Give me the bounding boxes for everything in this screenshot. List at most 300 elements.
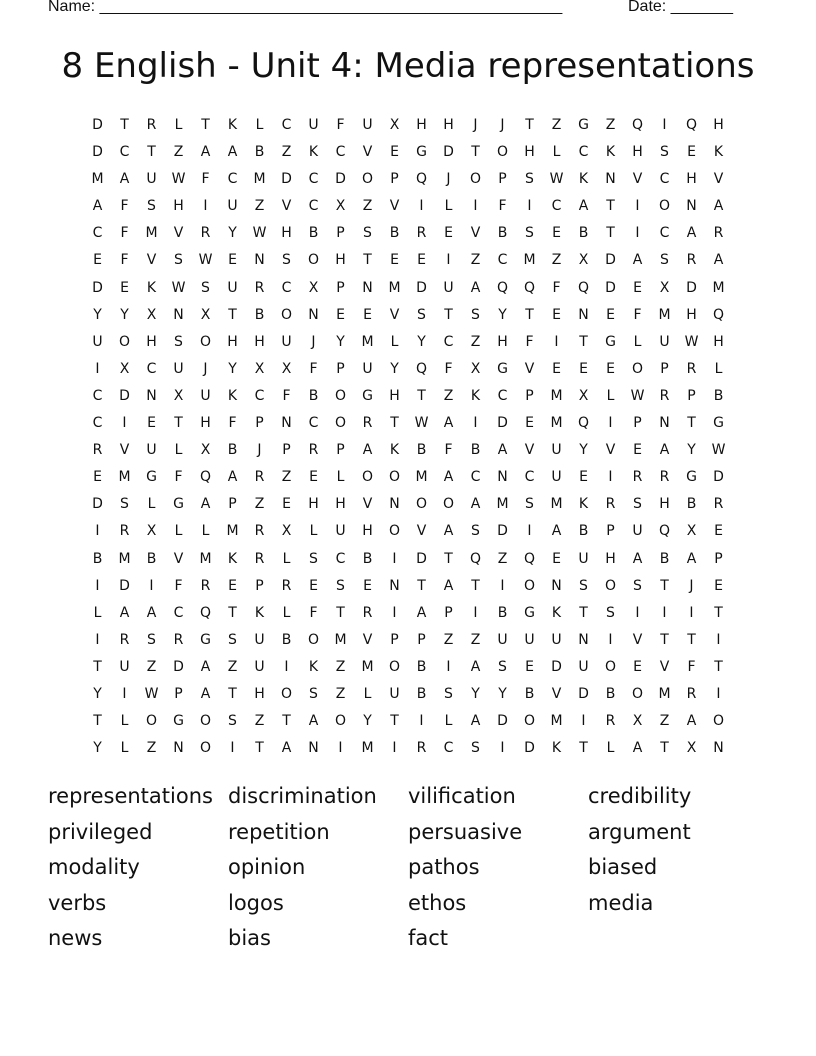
grid-letter: R: [281, 577, 292, 594]
grid-letter: Z: [281, 469, 292, 486]
grid-letter: F: [120, 252, 129, 269]
grid-letter: L: [363, 685, 372, 702]
grid-letter: B: [416, 658, 427, 675]
grid-letter: A: [632, 252, 643, 269]
grid-letter: E: [714, 523, 723, 540]
grid-letter: U: [146, 171, 157, 188]
grid-letter: T: [714, 658, 723, 675]
grid-letter: X: [389, 117, 400, 133]
grid-letter: E: [633, 658, 642, 675]
grid-letter: O: [631, 685, 644, 702]
grid-letter: M: [415, 469, 428, 486]
grid-letter: I: [95, 631, 100, 648]
word-bank-item: biased: [588, 855, 658, 879]
grid-letter: K: [713, 144, 724, 161]
grid-letter: D: [416, 279, 427, 296]
grid-letter: H: [389, 387, 400, 404]
grid-letter: U: [254, 658, 265, 675]
grid-letter: D: [497, 523, 508, 540]
grid-letter: M: [550, 496, 563, 513]
grid-letter: V: [362, 144, 373, 161]
grid-letter: V: [632, 631, 643, 648]
grid-letter: R: [362, 415, 373, 432]
grid-letter: O: [280, 685, 293, 702]
grid-letter: I: [392, 740, 397, 757]
grid-letter: T: [390, 713, 399, 730]
grid-letter: X: [146, 523, 157, 540]
grid-letter: C: [497, 387, 508, 404]
grid-letter: H: [227, 333, 238, 350]
name-field-label: Name: ____________________________________________________: [48, 0, 563, 15]
grid-letter: R: [659, 469, 670, 486]
grid-letter: R: [632, 469, 643, 486]
grid-letter: I: [500, 740, 505, 757]
grid-letter: P: [336, 279, 345, 296]
grid-letter: Z: [146, 740, 157, 757]
grid-letter: Q: [685, 117, 698, 133]
grid-letter: M: [658, 306, 671, 323]
grid-letter: N: [686, 198, 697, 215]
grid-letter: T: [228, 685, 237, 702]
grid-letter: Y: [228, 225, 237, 242]
grid-letter: S: [606, 604, 615, 621]
grid-letter: V: [173, 550, 184, 567]
grid-letter: C: [308, 171, 319, 188]
grid-letter: F: [525, 333, 534, 350]
grid-letter: S: [498, 658, 507, 675]
grid-letter: C: [92, 415, 103, 432]
grid-letter: R: [200, 577, 211, 594]
grid-letter: M: [361, 658, 374, 675]
grid-letter: J: [473, 117, 478, 133]
grid-letter: E: [552, 550, 561, 567]
grid-letter: A: [200, 658, 211, 675]
grid-letter: Q: [199, 469, 212, 486]
grid-letter: R: [713, 225, 724, 242]
grid-letter: N: [173, 740, 184, 757]
grid-row: [84, 491, 732, 518]
word-bank-item: fact: [408, 926, 449, 950]
grid-letter: L: [174, 523, 183, 540]
grid-letter: P: [255, 415, 264, 432]
grid-row: [84, 735, 732, 762]
grid-letter: A: [281, 740, 292, 757]
grid-letter: M: [145, 225, 158, 242]
grid-letter: C: [308, 415, 319, 432]
grid-letter: R: [92, 442, 103, 459]
grid-letter: B: [254, 306, 265, 323]
grid-letter: U: [551, 469, 562, 486]
grid-letter: X: [578, 252, 589, 269]
grid-letter: O: [604, 658, 617, 675]
grid-letter: G: [173, 713, 184, 730]
grid-letter: I: [95, 523, 100, 540]
grid-letter: A: [632, 550, 643, 567]
grid-letter: A: [470, 713, 481, 730]
grid-letter: C: [470, 469, 481, 486]
grid-letter: G: [497, 360, 508, 377]
grid-letter: R: [605, 713, 616, 730]
grid-letter: A: [119, 604, 130, 621]
grid-letter: C: [443, 333, 454, 350]
grid-letter: R: [713, 496, 724, 513]
grid-letter: L: [255, 117, 264, 133]
grid-letter: H: [443, 117, 454, 133]
grid-letter: S: [633, 577, 642, 594]
grid-letter: W: [414, 415, 429, 432]
grid-letter: P: [336, 360, 345, 377]
grid-row: [84, 437, 732, 464]
grid-letter: B: [362, 550, 373, 567]
grid-row: [84, 220, 732, 247]
grid-letter: C: [497, 252, 508, 269]
grid-letter: A: [227, 469, 238, 486]
grid-letter: Z: [470, 631, 481, 648]
grid-letter: U: [173, 360, 184, 377]
grid-letter: F: [444, 442, 453, 459]
grid-letter: A: [470, 279, 481, 296]
grid-letter: S: [660, 144, 669, 161]
grid-letter: L: [282, 604, 291, 621]
grid-letter: V: [119, 442, 130, 459]
grid-letter: T: [471, 144, 480, 161]
grid-letter: T: [255, 740, 264, 757]
grid-letter: C: [578, 144, 589, 161]
grid-letter: I: [716, 631, 721, 648]
grid-letter: B: [416, 442, 427, 459]
grid-letter: L: [633, 333, 642, 350]
grid-letter: V: [362, 631, 373, 648]
grid-letter: T: [174, 415, 183, 432]
grid-letter: S: [444, 685, 453, 702]
grid-letter: O: [334, 713, 347, 730]
grid-letter: E: [417, 252, 426, 269]
grid-letter: T: [660, 577, 669, 594]
grid-letter: H: [254, 685, 265, 702]
grid-letter: B: [713, 387, 724, 404]
grid-letter: K: [308, 144, 319, 161]
grid-letter: B: [308, 387, 319, 404]
grid-letter: U: [281, 333, 292, 350]
grid-letter: D: [92, 144, 103, 161]
grid-letter: S: [471, 306, 480, 323]
grid-letter: O: [361, 469, 374, 486]
grid-row: [84, 302, 732, 329]
grid-letter: V: [470, 225, 481, 242]
grid-letter: W: [171, 279, 186, 296]
grid-letter: B: [605, 685, 616, 702]
grid-letter: L: [120, 713, 129, 730]
grid-letter: S: [228, 631, 237, 648]
grid-letter: S: [525, 171, 534, 188]
grid-row: [84, 600, 732, 627]
grid-letter: R: [362, 604, 373, 621]
grid-letter: E: [309, 577, 318, 594]
grid-letter: O: [307, 631, 320, 648]
grid-letter: Y: [471, 685, 480, 702]
grid-letter: P: [390, 631, 399, 648]
grid-letter: R: [200, 225, 211, 242]
grid-letter: V: [281, 198, 292, 215]
grid-letter: Z: [173, 144, 184, 161]
grid-letter: Y: [579, 442, 588, 459]
grid-letter: C: [659, 225, 670, 242]
grid-letter: N: [497, 469, 508, 486]
grid-letter: E: [552, 225, 561, 242]
grid-letter: T: [147, 144, 156, 161]
word-bank-item: persuasive: [408, 819, 523, 844]
grid-letter: Z: [254, 198, 265, 215]
grid-row: [84, 410, 732, 437]
grid-letter: G: [146, 469, 157, 486]
grid-letter: E: [525, 658, 534, 675]
grid-letter: A: [551, 523, 562, 540]
grid-letter: Y: [498, 306, 507, 323]
grid-letter: F: [552, 279, 561, 296]
grid-letter: E: [606, 360, 615, 377]
grid-letter: Z: [362, 198, 373, 215]
grid-letter: X: [686, 740, 697, 757]
grid-letter: J: [257, 442, 262, 459]
grid-letter: S: [309, 685, 318, 702]
word-bank-item: argument: [588, 819, 691, 844]
grid-letter: Q: [199, 604, 212, 621]
grid-letter: M: [550, 713, 563, 730]
grid-letter: A: [686, 225, 697, 242]
grid-letter: K: [551, 740, 562, 757]
grid-letter: L: [201, 523, 210, 540]
grid-letter: I: [95, 577, 100, 594]
grid-letter: Z: [227, 658, 238, 675]
grid-letter: O: [388, 469, 401, 486]
grid-letter: L: [552, 144, 561, 161]
grid-letter: O: [145, 713, 158, 730]
grid-letter: I: [284, 658, 289, 675]
grid-letter: E: [363, 577, 372, 594]
grid-letter: E: [552, 306, 561, 323]
grid-letter: L: [606, 740, 615, 757]
grid-letter: Y: [390, 360, 399, 377]
word-bank-item: verbs: [48, 890, 107, 915]
grid-letter: Q: [577, 279, 590, 296]
grid-letter: A: [200, 685, 211, 702]
grid-letter: T: [660, 631, 669, 648]
grid-row: [84, 708, 732, 735]
grid-letter: Z: [254, 713, 265, 730]
letter-grid: [84, 112, 732, 762]
grid-letter: Y: [228, 360, 237, 377]
grid-letter: S: [228, 713, 237, 730]
grid-letter: M: [226, 523, 239, 540]
grid-letter: T: [525, 117, 534, 133]
grid-letter: I: [338, 740, 343, 757]
grid-letter: V: [146, 252, 157, 269]
grid-letter: F: [336, 117, 345, 133]
grid-letter: W: [144, 685, 159, 702]
grid-letter: D: [443, 144, 454, 161]
grid-letter: H: [605, 550, 616, 567]
grid-letter: H: [308, 496, 319, 513]
grid-letter: B: [227, 442, 238, 459]
grid-letter: X: [578, 387, 589, 404]
grid-letter: K: [227, 550, 238, 567]
grid-letter: D: [281, 171, 292, 188]
grid-letter: E: [687, 144, 696, 161]
grid-letter: H: [146, 333, 157, 350]
grid-letter: L: [444, 713, 453, 730]
grid-letter: V: [659, 658, 670, 675]
grid-letter: T: [687, 631, 696, 648]
grid-letter: N: [173, 306, 184, 323]
grid-letter: F: [444, 360, 453, 377]
grid-letter: G: [578, 117, 589, 133]
grid-letter: L: [93, 604, 102, 621]
grid-letter: I: [635, 198, 640, 215]
grid-letter: B: [659, 550, 670, 567]
grid-letter: G: [524, 604, 535, 621]
grid-letter: T: [228, 306, 237, 323]
grid-letter: I: [446, 252, 451, 269]
grid-letter: U: [497, 631, 508, 648]
grid-letter: V: [713, 171, 724, 188]
grid-letter: P: [174, 685, 183, 702]
grid-letter: A: [443, 577, 454, 594]
grid-letter: D: [713, 469, 724, 486]
grid-letter: C: [119, 144, 130, 161]
grid-row: [84, 518, 732, 545]
grid-letter: E: [579, 469, 588, 486]
grid-letter: I: [527, 198, 532, 215]
grid-letter: D: [497, 415, 508, 432]
grid-letter: R: [254, 550, 265, 567]
grid-letter: T: [579, 740, 588, 757]
grid-letter: V: [173, 225, 184, 242]
grid-letter: I: [473, 604, 478, 621]
grid-letter: I: [608, 415, 613, 432]
grid-letter: Z: [254, 496, 265, 513]
grid-letter: T: [714, 604, 723, 621]
grid-letter: D: [335, 171, 346, 188]
grid-letter: G: [200, 631, 211, 648]
grid-letter: A: [200, 144, 211, 161]
grid-row: [84, 139, 732, 166]
grid-letter: J: [689, 577, 694, 594]
grid-letter: E: [363, 306, 372, 323]
grid-letter: E: [714, 577, 723, 594]
grid-letter: T: [579, 604, 588, 621]
grid-letter: Y: [417, 333, 426, 350]
grid-letter: P: [606, 523, 615, 540]
grid-letter: I: [608, 469, 613, 486]
header-line: [48, 0, 748, 16]
grid-row: [84, 383, 732, 410]
grid-letter: R: [146, 117, 157, 133]
grid-letter: K: [605, 144, 616, 161]
grid-letter: R: [686, 685, 697, 702]
grid-letter: W: [198, 252, 213, 269]
grid-letter: N: [605, 171, 616, 188]
grid-letter: P: [255, 577, 264, 594]
grid-letter: Z: [335, 685, 346, 702]
grid-letter: T: [363, 252, 372, 269]
grid-letter: I: [446, 658, 451, 675]
grid-letter: C: [173, 604, 184, 621]
grid-letter: Y: [687, 442, 696, 459]
grid-letter: T: [93, 713, 102, 730]
word-bank-item: ethos: [408, 890, 467, 915]
grid-row: [84, 546, 732, 573]
word-bank: [48, 780, 768, 958]
grid-letter: Y: [93, 685, 102, 702]
grid-letter: K: [146, 279, 157, 296]
grid-row: [84, 166, 732, 193]
grid-letter: K: [578, 496, 589, 513]
grid-letter: F: [174, 577, 183, 594]
grid-letter: C: [659, 171, 670, 188]
grid-letter: I: [122, 415, 127, 432]
grid-letter: R: [416, 740, 427, 757]
grid-letter: M: [118, 550, 131, 567]
grid-letter: W: [171, 171, 186, 188]
grid-letter: U: [362, 117, 373, 133]
grid-letter: U: [551, 442, 562, 459]
grid-letter: M: [550, 387, 563, 404]
grid-letter: S: [174, 252, 183, 269]
word-bank-item: repetition: [228, 819, 330, 844]
grid-letter: F: [174, 469, 183, 486]
grid-letter: Q: [469, 550, 482, 567]
grid-letter: E: [228, 577, 237, 594]
grid-letter: B: [578, 523, 589, 540]
grid-letter: P: [525, 387, 534, 404]
grid-letter: J: [446, 171, 451, 188]
grid-letter: O: [118, 333, 131, 350]
grid-letter: S: [147, 631, 156, 648]
grid-letter: O: [631, 360, 644, 377]
grid-letter: I: [473, 415, 478, 432]
grid-letter: I: [635, 225, 640, 242]
grid-letter: A: [443, 523, 454, 540]
grid-letter: A: [632, 740, 643, 757]
grid-letter: B: [416, 685, 427, 702]
grid-letter: R: [686, 252, 697, 269]
grid-letter: U: [146, 442, 157, 459]
word-bank-item: credibility: [588, 784, 692, 808]
grid-letter: A: [686, 713, 697, 730]
grid-letter: S: [633, 496, 642, 513]
grid-letter: C: [146, 360, 157, 377]
grid-letter: S: [660, 252, 669, 269]
grid-letter: D: [416, 550, 427, 567]
grid-letter: A: [470, 658, 481, 675]
grid-letter: M: [361, 333, 374, 350]
grid-letter: O: [388, 523, 401, 540]
grid-letter: H: [713, 117, 724, 133]
grid-letter: O: [523, 577, 536, 594]
grid-row: [84, 681, 732, 708]
grid-letter: P: [660, 360, 669, 377]
grid-letter: X: [281, 360, 292, 377]
grid-letter: E: [444, 225, 453, 242]
grid-letter: U: [578, 658, 589, 675]
grid-letter: X: [470, 360, 481, 377]
grid-letter: L: [174, 117, 183, 133]
grid-letter: O: [415, 496, 428, 513]
grid-letter: E: [552, 360, 561, 377]
grid-letter: T: [228, 604, 237, 621]
grid-letter: S: [309, 550, 318, 567]
grid-letter: B: [497, 604, 508, 621]
